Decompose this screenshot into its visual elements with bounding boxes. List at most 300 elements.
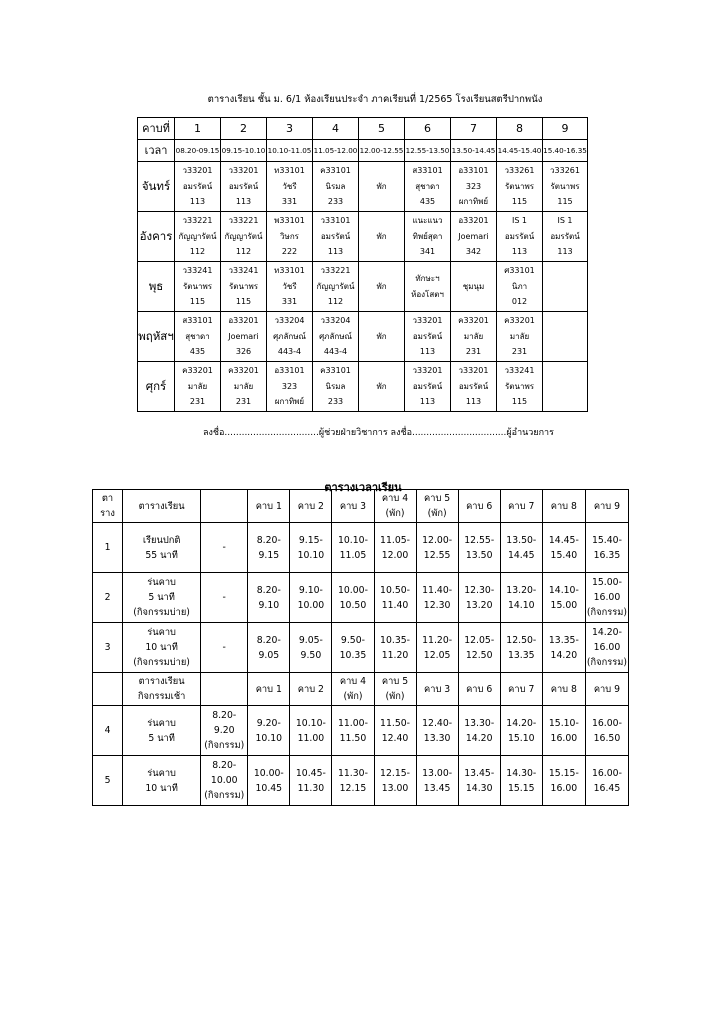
class-cell-line: ศ33101 <box>504 265 535 275</box>
day-row <box>138 312 588 362</box>
schedule-extra-line: 9.20 <box>213 725 235 736</box>
class-cell <box>451 162 497 212</box>
class-cell <box>267 312 313 362</box>
class-cell-line: 115 <box>511 397 528 407</box>
day-row <box>138 212 588 262</box>
class-cell-line: ว33241 <box>504 365 535 375</box>
class-cell <box>267 262 313 312</box>
class-cell-line: 113 <box>511 247 528 257</box>
period-label: คาบที่ <box>138 118 175 140</box>
schedule-type-header-line: ตารางเรียน <box>138 676 185 687</box>
schedule-extra <box>201 523 248 573</box>
time-label: เวลา <box>138 140 175 162</box>
class-cell-line: ว33204 <box>274 315 305 325</box>
schedule-slot <box>585 706 628 756</box>
schedule-slot-line: 10.45- <box>295 767 326 779</box>
day-row <box>138 262 588 312</box>
schedule-type-header-line: กิจกรรมเช้า <box>137 691 186 702</box>
class-cell-line: อมรรัตน์ <box>412 381 443 391</box>
class-cell-line: 341 <box>419 247 436 257</box>
class-cell <box>175 262 221 312</box>
class-cell-line: IS 1 <box>511 215 528 225</box>
class-cell-line: ค33201 <box>458 315 489 325</box>
schedule-slot <box>248 573 290 623</box>
class-cell-line: 222 <box>281 247 298 257</box>
schedule-period-header <box>458 490 500 523</box>
class-cell <box>221 312 267 362</box>
class-cell-line: รัตนาพร <box>504 381 535 391</box>
schedule-slot-line: 12.40- <box>422 717 453 729</box>
schedule-row <box>93 523 629 573</box>
schedule-type <box>123 706 201 756</box>
class-timetable <box>137 117 588 412</box>
schedule-type-line: 5 นาที <box>148 732 175 744</box>
schedule-slot-line: 15.00 <box>550 599 578 611</box>
class-cell <box>497 312 543 362</box>
schedule-slot-line: 9.10- <box>298 584 323 596</box>
schedule-slot <box>542 706 585 756</box>
schedule-slot <box>585 523 628 573</box>
class-cell-line: 233 <box>327 397 344 407</box>
class-cell-line: นิรมล <box>325 381 346 391</box>
schedule-slot-line: 14.30- <box>506 767 537 779</box>
schedule-no: 5 <box>93 756 123 806</box>
period-time: 10.10-11.05 <box>267 140 313 162</box>
period-number: 9 <box>543 118 588 140</box>
period-time: 11.05-12.00 <box>313 140 359 162</box>
schedule-slot <box>500 706 542 756</box>
schedule-period-header-line: คาบ 7 <box>508 683 535 695</box>
schedule-slot-line: 9.10 <box>258 599 280 611</box>
class-cell-line: พ33101 <box>274 215 305 225</box>
schedule-slot <box>290 706 332 756</box>
class-cell-line: รัตนาพร <box>504 181 535 191</box>
class-cell-line: ส33101 <box>412 165 443 175</box>
schedule-slot-line: 12.55 <box>423 549 451 561</box>
schedule-period-header-line: คาบ 2 <box>297 683 324 695</box>
class-cell-line: ผกาทิพย์ <box>458 197 489 207</box>
schedule-slot-line: 8.20- <box>256 534 281 546</box>
period-time: 13.50-14.45 <box>451 140 497 162</box>
class-cell-line: พัก <box>376 231 387 241</box>
schedule-period-header-line: (พัก) <box>343 691 363 702</box>
schedule-slot-line: 15.15 <box>507 782 535 794</box>
schedule-type-header <box>123 490 201 523</box>
schedule-no: 1 <box>93 523 123 573</box>
class-cell-line: ว33101 <box>320 215 351 225</box>
class-cell <box>175 162 221 212</box>
schedule-period-header <box>500 673 542 706</box>
class-cell-line: 231 <box>465 347 482 357</box>
class-cell <box>497 212 543 262</box>
schedule-slot-line: 9.20- <box>256 717 281 729</box>
schedule-slot-line: 11.00 <box>297 732 325 744</box>
class-cell-line: ค33101 <box>320 365 351 375</box>
schedule-slot <box>542 756 585 806</box>
schedule-slot <box>542 523 585 573</box>
class-cell-line: อมรรัตน์ <box>182 181 213 191</box>
schedule-slot-line: 12.05 <box>423 649 451 661</box>
class-cell-line: 115 <box>511 197 528 207</box>
schedule-slot <box>416 706 458 756</box>
class-cell <box>359 162 405 212</box>
schedule-slot-line: 16.50 <box>593 732 621 744</box>
schedule-period-header <box>374 490 416 523</box>
schedule-slot <box>585 756 628 806</box>
class-cell-line: ว33241 <box>182 265 213 275</box>
schedule-extra-line: 8.20- <box>212 710 237 721</box>
schedule-slot-line: 11.50- <box>380 717 411 729</box>
schedule-slot-line: (กิจกรรม) <box>586 607 627 618</box>
schedule-period-header <box>248 673 290 706</box>
schedule-period-header <box>458 673 500 706</box>
schedule-slot <box>332 706 374 756</box>
schedule-period-header <box>542 673 585 706</box>
schedule-slot-line: 12.50- <box>506 634 537 646</box>
schedule-row <box>93 756 629 806</box>
schedule-period-header <box>374 673 416 706</box>
schedule-slot-line: 13.20- <box>506 584 537 596</box>
class-cell <box>497 362 543 412</box>
class-cell-line: ชุมนุม <box>462 281 485 291</box>
class-cell-line: ห้องโสตฯ <box>411 289 444 299</box>
class-cell <box>451 362 497 412</box>
schedule-period-header <box>290 490 332 523</box>
schedule-type <box>123 623 201 673</box>
schedule-slot-line: 14.45- <box>548 534 579 546</box>
schedule-period-header-line: (พัก) <box>385 508 405 519</box>
class-cell <box>405 312 451 362</box>
class-cell-line: 112 <box>327 297 344 307</box>
class-cell-line: นิภา <box>511 281 528 291</box>
schedule-slot-line: 10.00- <box>337 584 368 596</box>
time-row <box>138 140 588 162</box>
schedule-slot <box>542 623 585 673</box>
schedule-slot-line: 12.50 <box>465 649 493 661</box>
schedule-slot-line: 8.20- <box>256 584 281 596</box>
schedule-slot-line: 14.45 <box>507 549 535 561</box>
class-cell-line: 231 <box>235 397 252 407</box>
schedule-period-header-line: คาบ 3 <box>339 500 367 512</box>
class-cell-line: อมรรัตน์ <box>504 231 535 241</box>
schedule-slot-line: 11.40- <box>422 584 453 596</box>
class-cell <box>221 162 267 212</box>
class-cell-line: IS 1 <box>557 215 573 225</box>
class-cell-line: ค33201 <box>504 315 535 325</box>
schedule-slot-line: 10.50 <box>339 599 367 611</box>
schedule-slot-line: 12.00 <box>381 549 409 561</box>
class-cell-line: 435 <box>419 197 436 207</box>
class-cell <box>359 362 405 412</box>
class-cell <box>313 312 359 362</box>
schedule-slot-line: 14.20 <box>465 732 493 744</box>
class-cell-line: ว33201 <box>182 165 213 175</box>
schedule-no-header <box>93 673 123 706</box>
class-cell <box>543 312 588 362</box>
class-cell-line: มาลัย <box>187 381 208 391</box>
timetable-title: ตารางเรียน ชั้น ม. 6/1 ห้องเรียนประจำ ภาคเรียนที่ 1/2565 โรงเรียนสตรีปากพนัง <box>207 94 543 105</box>
schedule-slot-line: 11.05 <box>339 549 367 561</box>
class-cell-line: อมรรัตน์ <box>550 231 580 241</box>
schedule-no: 4 <box>93 706 123 756</box>
schedule-slot-line: 13.35- <box>548 634 579 646</box>
schedule-type-line: ร่นคาบ <box>147 627 176 638</box>
class-cell-line: 435 <box>189 347 206 357</box>
schedule-period-header-line: คาบ 6 <box>466 683 493 695</box>
schedule-slot <box>585 573 628 623</box>
schedule-slot <box>290 623 332 673</box>
class-cell-line: 331 <box>281 297 298 307</box>
class-cell-line: อ33201 <box>228 315 259 325</box>
class-cell <box>313 162 359 212</box>
schedule-slot-line: 15.10 <box>507 732 535 744</box>
class-cell <box>543 262 588 312</box>
class-cell-line: 326 <box>235 347 252 357</box>
schedule-extra <box>201 756 248 806</box>
class-cell-line: พัก <box>376 331 387 341</box>
class-cell-line: 443-4 <box>323 347 348 357</box>
class-cell-line: แนะแนว <box>412 215 443 225</box>
schedule-row <box>93 706 629 756</box>
schedule-period-header-line: คาบ 5 <box>381 676 409 687</box>
schedule-slot <box>374 756 416 806</box>
class-cell-line: อมรรัตน์ <box>228 181 259 191</box>
class-cell-line: 323 <box>465 181 482 191</box>
schedule-slot <box>290 523 332 573</box>
schedule-type-line: ร่นคาบ <box>147 767 176 779</box>
schedule-period-header-line: คาบ 6 <box>466 500 493 512</box>
class-cell-line: 342 <box>465 247 482 257</box>
class-cell <box>451 212 497 262</box>
schedule-slot-line: 9.05- <box>298 634 323 646</box>
class-cell-line: 443-4 <box>277 347 302 357</box>
period-number: 8 <box>497 118 543 140</box>
period-time: 09.15-10.10 <box>221 140 267 162</box>
schedule-slot <box>500 756 542 806</box>
schedule-slot <box>332 756 374 806</box>
class-cell-line: ท33101 <box>274 165 305 175</box>
period-number: 2 <box>221 118 267 140</box>
schedule-slot <box>374 573 416 623</box>
schedule-slot-line: 14.20- <box>591 627 622 638</box>
schedule-slot <box>248 523 290 573</box>
class-cell-line: นิรมล <box>325 181 346 191</box>
schedule-period-header-line: คาบ 9 <box>593 683 621 695</box>
schedule-slot <box>500 573 542 623</box>
schedule-type-line: (กิจกรรมบ่าย) <box>133 657 190 668</box>
schedule-type <box>123 523 201 573</box>
schedule-slot-line: 9.05 <box>258 649 280 661</box>
class-cell-line: พัก <box>376 281 387 291</box>
schedule-period-header-line: คาบ 8 <box>550 500 577 512</box>
schedule-slot <box>248 706 290 756</box>
class-cell-line: 323 <box>281 381 298 391</box>
schedule-slot <box>374 623 416 673</box>
schedule-extra-header <box>201 673 248 706</box>
day-row <box>138 162 588 212</box>
schedule-slot-line: 11.50 <box>339 732 367 744</box>
schedule-slot-line: 13.45- <box>464 767 495 779</box>
schedule-period-header-line: คาบ 3 <box>424 683 451 695</box>
class-cell-line: อ33101 <box>274 365 305 375</box>
schedule-slot-line: 15.40- <box>591 534 622 546</box>
schedule-no-header <box>93 490 123 523</box>
schedule-slot-line: 12.30- <box>464 584 495 596</box>
schedule-slot-line: 10.10 <box>255 732 283 744</box>
class-cell-line: 112 <box>235 247 252 257</box>
schedule-slot <box>416 523 458 573</box>
class-cell-line: 113 <box>465 397 482 407</box>
period-time: 12.00-12.55 <box>359 140 405 162</box>
schedule-slot <box>248 756 290 806</box>
schedule-slot <box>290 756 332 806</box>
class-cell <box>313 212 359 262</box>
schedule-type-line: 55 นาที <box>145 549 178 561</box>
schedule-period-header <box>416 490 458 523</box>
schedule-slot-line: 10.00- <box>253 767 284 779</box>
class-cell-line: วัชรี <box>282 281 297 291</box>
schedule-slot-line: 10.50- <box>380 584 411 596</box>
class-cell-line: สุชาดา <box>415 181 440 191</box>
class-cell-line: ว33241 <box>228 265 259 275</box>
schedule-slot-line: 13.30 <box>423 732 451 744</box>
class-cell <box>267 212 313 262</box>
class-cell-line: ว33221 <box>320 265 351 275</box>
period-time: 08.20-09.15 <box>175 140 221 162</box>
period-time: 14.45-15.40 <box>497 140 543 162</box>
schedule-period-header-line: (พัก) <box>385 691 405 702</box>
class-cell-line: รัตนาพร <box>182 281 213 291</box>
schedule-extra-line: (กิจกรรม) <box>204 790 245 801</box>
class-cell-line: ทิพย์สุดา <box>412 231 443 241</box>
schedule-slot-line: (กิจกรรม) <box>586 657 627 668</box>
period-time: 15.40-16.35 <box>543 140 588 162</box>
schedule-period-header-line: คาบ 5 <box>424 493 451 504</box>
class-cell <box>543 162 588 212</box>
schedule-slot-line: 13.45 <box>423 782 451 794</box>
schedule-extra-line: - <box>222 542 226 553</box>
schedule-slot-line: 12.15- <box>380 767 411 779</box>
schedule-slot-line: 12.00- <box>422 534 453 546</box>
schedule-slot-line: 10.10 <box>297 549 325 561</box>
schedule-slot-line: 16.35 <box>593 549 621 561</box>
signature-line: ลงชื่อ.................................ผู้ช่วยฝ่ายวิชาการ ลงชื่อ.................................ผู้อำนวยการ <box>203 428 554 438</box>
period-schedule <box>92 489 629 806</box>
schedule-slot-line: 16.00- <box>591 717 622 729</box>
class-cell <box>267 162 313 212</box>
schedule-extra-line: - <box>222 592 226 603</box>
period-number: 3 <box>267 118 313 140</box>
class-cell-line: อมรรัตน์ <box>458 381 489 391</box>
schedule-extra <box>201 706 248 756</box>
schedule-type <box>123 756 201 806</box>
class-cell-line: กัญญารัตน์ <box>178 231 217 241</box>
schedule-extra-line: 10.00 <box>210 775 238 786</box>
class-cell <box>175 312 221 362</box>
schedule-slot <box>500 623 542 673</box>
schedule-type-header-line: ตารางเรียน <box>138 500 185 512</box>
schedule-slot <box>458 706 500 756</box>
class-cell <box>405 162 451 212</box>
schedule-period-header-line: คาบ 7 <box>508 500 535 512</box>
schedule-slot-line: 15.10- <box>548 717 579 729</box>
class-cell-line: ทักษะฯ <box>415 273 440 283</box>
schedule-extra-line: - <box>222 642 226 653</box>
class-cell-line: ศุภลักษณ์ <box>273 331 306 341</box>
schedule-period-header-line: คาบ 2 <box>297 500 324 512</box>
schedule-extra-header <box>201 490 248 523</box>
schedule-slot-line: 11.30- <box>337 767 368 779</box>
schedule-slot-line: 8.20- <box>256 634 281 646</box>
class-cell <box>221 362 267 412</box>
schedule-slot-line: 11.20 <box>381 649 409 661</box>
class-cell-line: กัญญารัตน์ <box>316 281 355 291</box>
class-cell-line: อมรรัตน์ <box>320 231 351 241</box>
day-name: พุธ <box>138 262 175 312</box>
schedule-slot-line: 12.55- <box>464 534 495 546</box>
schedule-type-line: ร่นคาบ <box>147 577 176 588</box>
schedule-slot <box>332 623 374 673</box>
class-cell-line: มาลัย <box>509 331 530 341</box>
schedule-period-header <box>416 673 458 706</box>
schedule-type-line: 10 นาที <box>145 782 178 794</box>
schedule-slot-line: 15.15- <box>548 767 579 779</box>
schedule-period-header-line: คาบ 8 <box>550 683 577 695</box>
class-cell-line: วิษกร <box>280 231 299 241</box>
schedule-slot <box>332 523 374 573</box>
schedule-extra <box>201 623 248 673</box>
class-cell <box>313 362 359 412</box>
schedule-slot-line: 10.45 <box>255 782 283 794</box>
class-cell <box>221 212 267 262</box>
schedule-slot <box>542 573 585 623</box>
class-cell-line: 113 <box>327 247 344 257</box>
day-name: อังคาร <box>138 212 175 262</box>
schedule-slot <box>290 573 332 623</box>
schedule-slot-line: 9.15 <box>258 549 280 561</box>
schedule-no: 2 <box>93 573 123 623</box>
class-cell <box>497 162 543 212</box>
schedule-period-header <box>248 490 290 523</box>
schedule-period-header <box>500 490 542 523</box>
schedule-slot-line: 14.30 <box>465 782 493 794</box>
class-cell-line: ศุภลักษณ์ <box>319 331 352 341</box>
class-cell-line: วัชรี <box>282 181 297 191</box>
class-cell-line: 331 <box>281 197 298 207</box>
period-number: 7 <box>451 118 497 140</box>
schedule-period-header-line: คาบ 4 <box>381 493 409 504</box>
schedule-slot-line: 13.00 <box>381 782 409 794</box>
class-cell-line: ว33261 <box>504 165 535 175</box>
class-cell <box>267 362 313 412</box>
class-cell-line: พัก <box>376 181 387 191</box>
day-name: ศุกร์ <box>138 362 175 412</box>
class-cell-line: 233 <box>327 197 344 207</box>
schedule-slot-line: 16.00 <box>593 592 621 603</box>
class-cell-line: 113 <box>235 197 252 207</box>
schedule-slot <box>374 706 416 756</box>
schedule-period-header-line: (พัก) <box>427 508 447 519</box>
class-cell-line: มาลัย <box>233 381 254 391</box>
class-cell <box>405 362 451 412</box>
class-cell-line: รัตนาพร <box>550 181 580 191</box>
period-number: 4 <box>313 118 359 140</box>
class-cell-line: ว33204 <box>320 315 351 325</box>
schedule-slot-line: 16.00 <box>593 642 621 653</box>
class-cell-line: รัตนาพร <box>228 281 259 291</box>
schedule-period-header-line: คาบ 1 <box>255 500 282 512</box>
class-cell-line: Joemari <box>228 331 259 341</box>
